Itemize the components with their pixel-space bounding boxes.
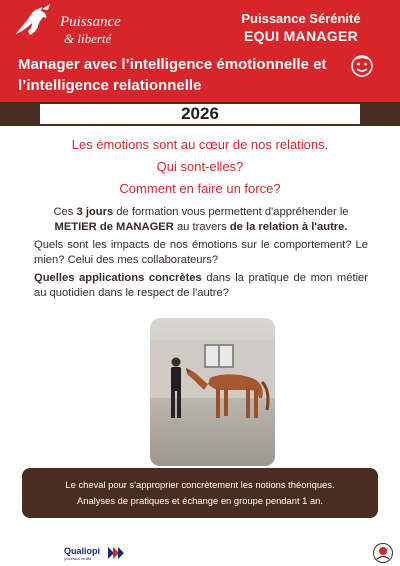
brand-name: Puissance Sérénité (241, 11, 361, 26)
horse-logo-icon (12, 4, 60, 40)
highlight-relation: de la relation à l'autre. (229, 221, 348, 233)
paragraph-formation (34, 205, 368, 235)
text-fragment: dans la pratique de mon métier au quotidien dans le respect de l'autre? (34, 272, 369, 299)
highlight-applications: Quelles applications concrètes (34, 272, 202, 284)
caption-line-1: Le cheval pour s'approprier concrètement les notions théoriques. (65, 479, 335, 490)
corner-badge-icon (372, 542, 394, 564)
year-bar (0, 102, 400, 126)
year-label: 2026 (40, 104, 360, 124)
intro-line-1: Les émotions sont au cœur de nos relations. (71, 137, 329, 152)
intro-questions (0, 134, 400, 200)
logo (12, 4, 132, 52)
paragraph-impacts: Quels sont les impacts de nos émotions sur le comportement? Le mien? Celui des mes collaborateurs? (34, 239, 368, 266)
brand-block (226, 10, 376, 45)
logo-text-puissance: Puissance (60, 14, 121, 30)
theatre-mask-icon (350, 54, 374, 78)
text-fragment: au travers (173, 221, 230, 233)
qualiopi-logo (64, 543, 124, 563)
horse-photo-illustration (150, 318, 275, 466)
brand-program: EQUI MANAGER (243, 28, 359, 44)
qualiopi-arrows-icon (108, 547, 124, 559)
paragraph-applications (34, 271, 368, 301)
caption-box (22, 468, 378, 518)
text-fragment: Ces (53, 206, 77, 218)
qualiopi-subtext: processus certifié (64, 557, 92, 561)
intro-line-3: Comment en faire un force? (119, 181, 281, 196)
logo-text-liberte: & liberté (64, 31, 112, 46)
text-fragment: de formation vous permettent d'appréhender le (113, 206, 349, 218)
body-text (34, 205, 368, 304)
caption-line-2: Analyses de pratiques et échange en groupe pendant 1 an. (76, 495, 324, 506)
header-banner (0, 0, 400, 102)
horse-photo (150, 318, 275, 466)
highlight-duration: 3 jours (76, 206, 114, 218)
qualiopi-label: Qualiopi (64, 546, 100, 556)
page-title: Manager avec l’intelligence émotionnelle et l’intelligence relationnelle (18, 56, 327, 94)
highlight-metier: METIER de MANAGER (54, 221, 174, 233)
intro-line-2: Qui sont-elles? (156, 159, 244, 174)
